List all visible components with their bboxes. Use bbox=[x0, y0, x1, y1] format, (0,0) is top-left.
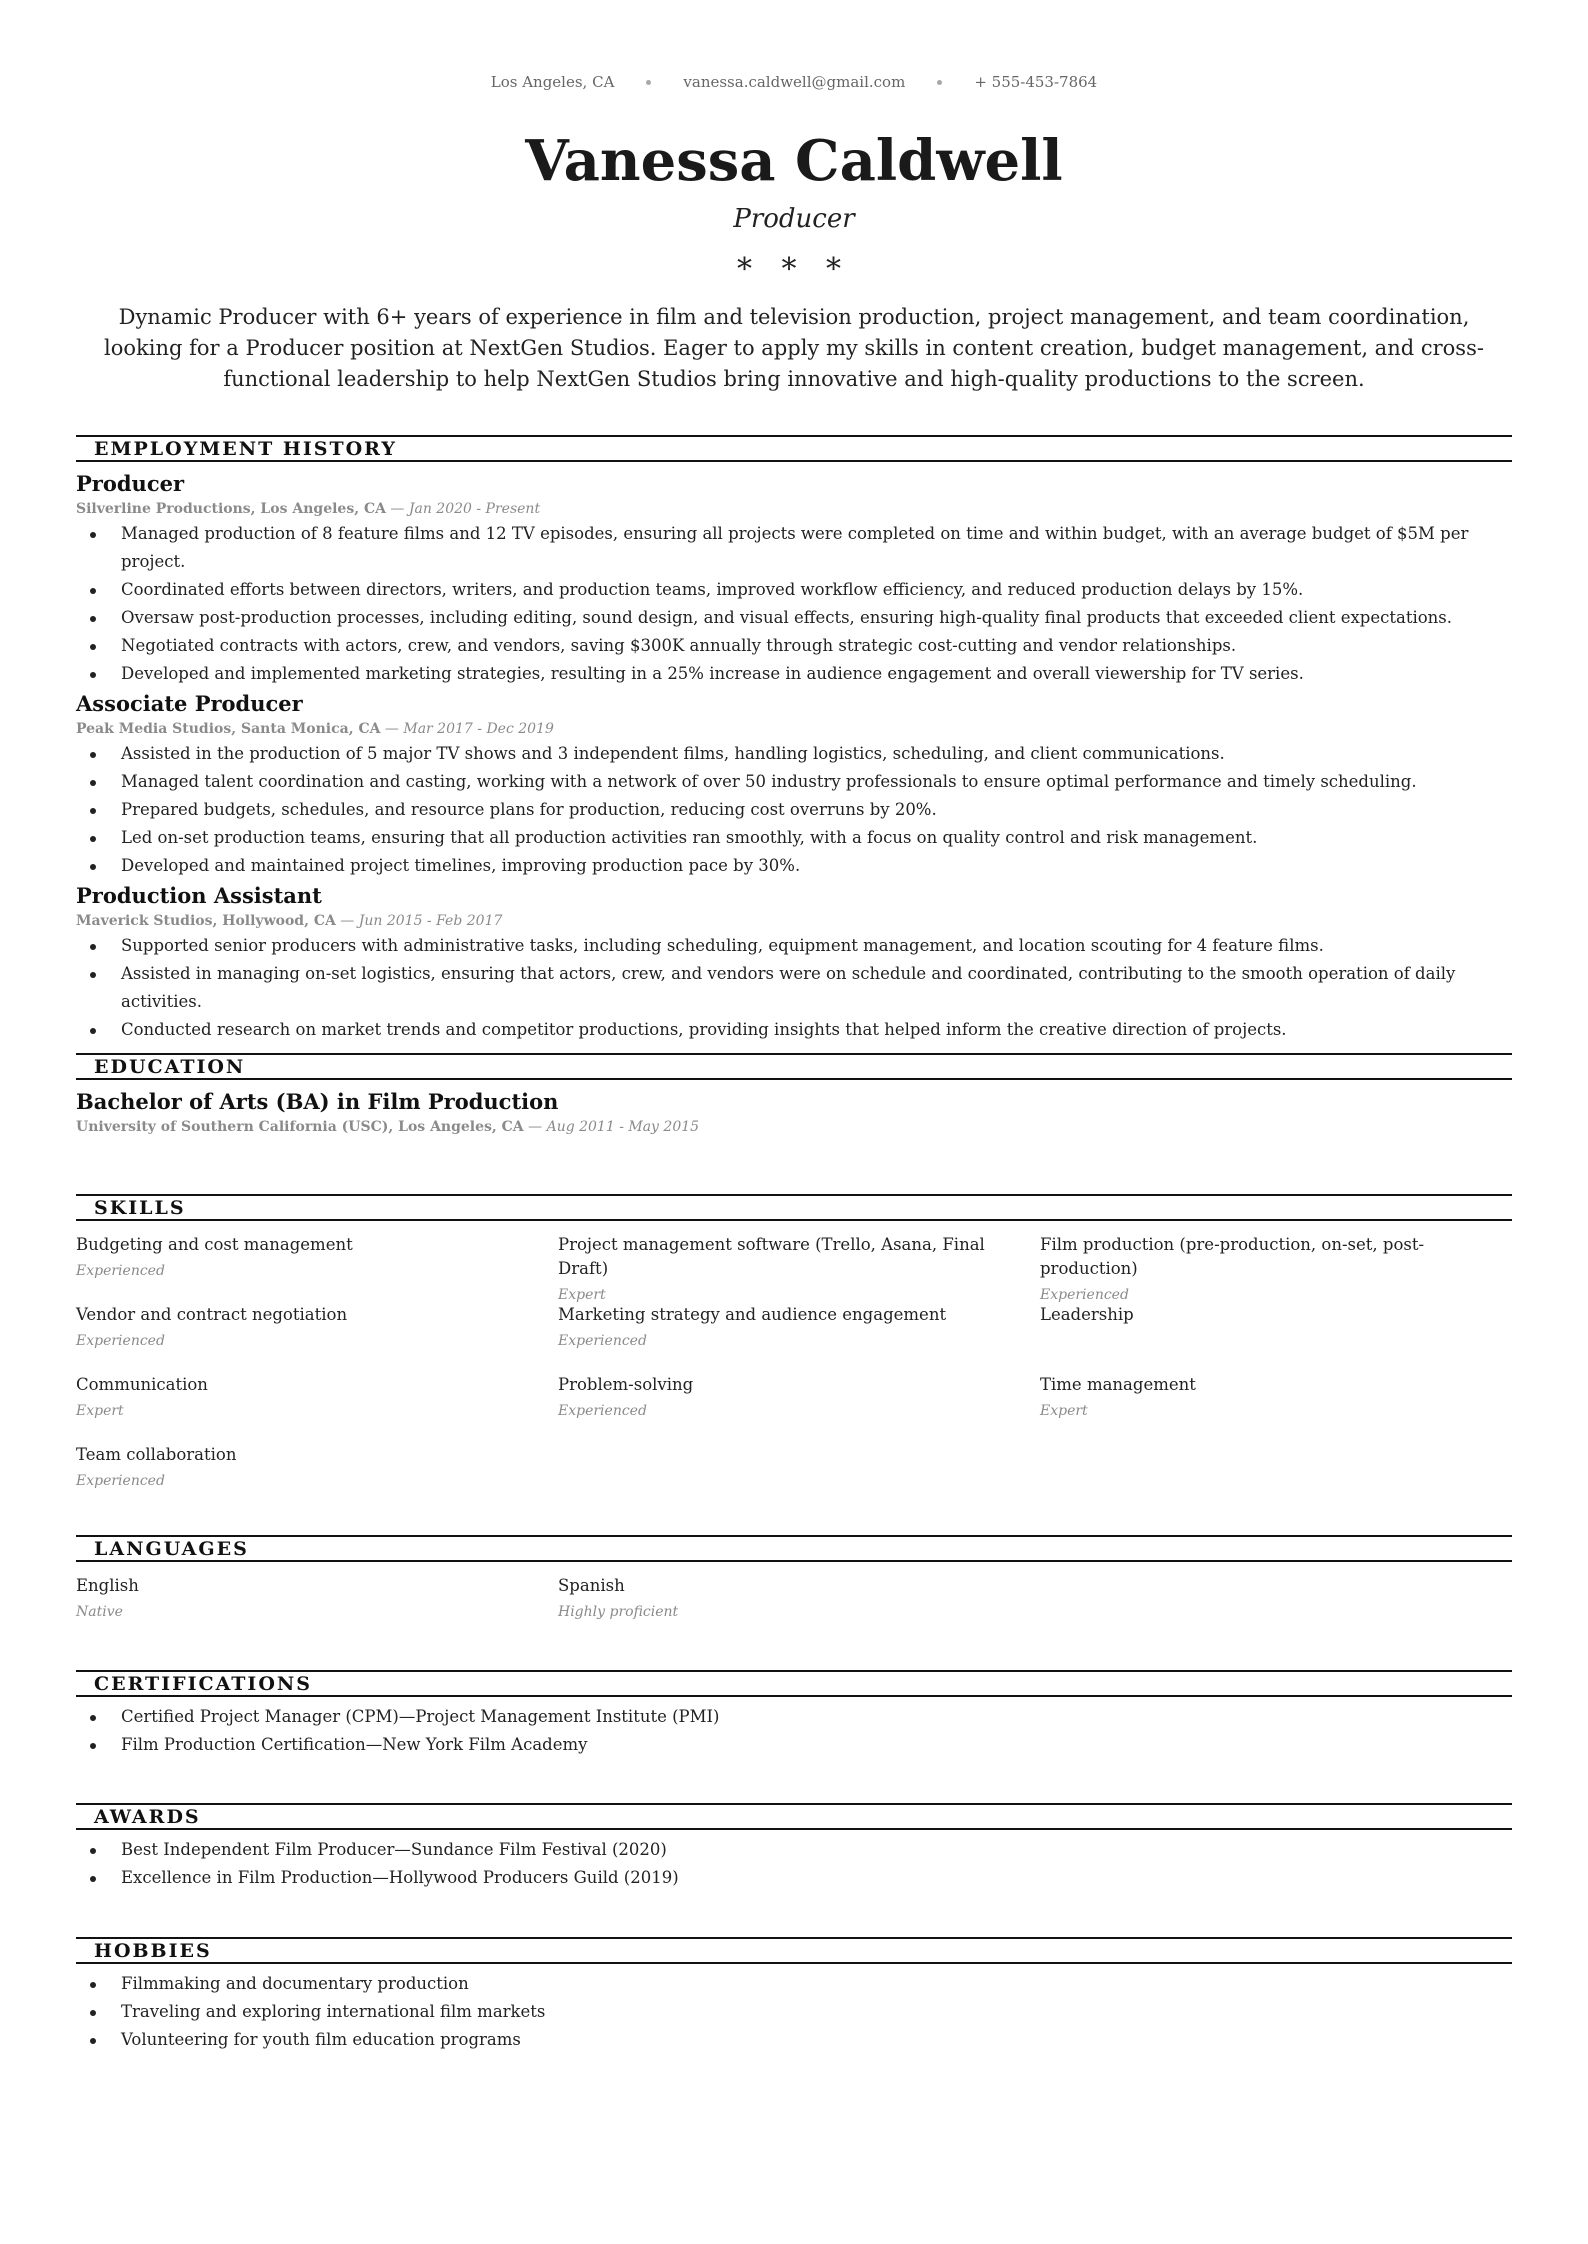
skill-item bbox=[1040, 1303, 1512, 1373]
list-item: Supported senior producers with administrative tasks, including scheduling, equipment management, and location scouting for 4 feature films. bbox=[76, 932, 1512, 960]
skill-label: Time management bbox=[1040, 1375, 1196, 1394]
skill-label: Project management software (Trello, Asana, Final Draft) bbox=[558, 1235, 985, 1278]
degree-title: Bachelor of Arts (BA) in Film Production bbox=[76, 1089, 559, 1114]
skill-item bbox=[558, 1373, 1040, 1443]
education-dates: Aug 2011 - May 2015 bbox=[546, 1119, 700, 1135]
skill-label: Team collaboration bbox=[76, 1445, 237, 1464]
skill-item bbox=[76, 1373, 558, 1443]
candidate-name: Vanessa Caldwell bbox=[525, 128, 1063, 194]
skill-label: Film production (pre-production, on-set, post-production) bbox=[1040, 1235, 1425, 1278]
skill-item bbox=[558, 1233, 1040, 1303]
list-item: Prepared budgets, schedules, and resource plans for production, reducing cost overruns by 20%. bbox=[76, 796, 1512, 824]
section-heading bbox=[76, 1670, 1512, 1697]
skill-item bbox=[76, 1303, 558, 1373]
meta-separator: — bbox=[380, 721, 404, 737]
list-item: Certified Project Manager (CPM)—Project Management Institute (PMI) bbox=[76, 1703, 1512, 1731]
section-heading bbox=[76, 1937, 1512, 1964]
list-item: Developed and implemented marketing strategies, resulting in a 25% increase in audience engagement and overall viewership for TV series. bbox=[76, 660, 1512, 688]
list-item: Developed and maintained project timelines, improving production pace by 30%. bbox=[76, 852, 1512, 880]
job-organization: Silverline Productions, Los Angeles, CA bbox=[76, 501, 386, 517]
languages-section bbox=[76, 1535, 1512, 1644]
job-bullets bbox=[76, 932, 1512, 1044]
skill-level: Experienced bbox=[76, 1263, 165, 1279]
location-text: Los Angeles, CA bbox=[490, 73, 615, 91]
languages-grid bbox=[76, 1574, 1512, 1644]
job-title: Producer bbox=[76, 471, 185, 496]
education-section bbox=[76, 1053, 1512, 1138]
meta-separator: — bbox=[385, 501, 409, 517]
list-item: Assisted in managing on-set logistics, ensuring that actors, crew, and vendors were on schedule and coordinated, contributing to the smooth operation of daily activities. bbox=[76, 960, 1512, 1016]
skill-item bbox=[76, 1443, 558, 1513]
list-item: Traveling and exploring international film markets bbox=[76, 1998, 1512, 2026]
skill-label: Problem-solving bbox=[558, 1375, 694, 1394]
skills-grid bbox=[76, 1233, 1512, 1513]
section-heading-text: LANGUAGES bbox=[94, 1538, 249, 1560]
skill-level: Expert bbox=[558, 1287, 606, 1303]
education-entry bbox=[76, 1088, 1512, 1138]
skill-level: Experienced bbox=[558, 1333, 647, 1349]
job-entry bbox=[76, 470, 1512, 688]
skill-label: Vendor and contract negotiation bbox=[76, 1305, 348, 1324]
language-label: Spanish bbox=[558, 1576, 625, 1595]
employment-section bbox=[76, 435, 1512, 1044]
awards-list bbox=[76, 1836, 1512, 1892]
language-level: Highly proficient bbox=[558, 1604, 679, 1620]
section-heading-text: SKILLS bbox=[94, 1197, 186, 1219]
job-organization: Peak Media Studios, Santa Monica, CA bbox=[76, 721, 381, 737]
skills-section bbox=[76, 1194, 1512, 1513]
job-dates: Jan 2020 - Present bbox=[408, 501, 541, 517]
separator-dot-icon bbox=[646, 80, 651, 85]
professional-summary: Dynamic Producer with 6+ years of experience in film and television production, project management, and team coordination, looking for a Producer position at NextGen Studios. Eager to apply my skills in content creation, budget management, and cross-functional leadership to help NextGen Studios bring innovative and high-quality productions to the screen. bbox=[104, 305, 1484, 391]
section-heading bbox=[76, 435, 1512, 462]
job-organization: Maverick Studios, Hollywood, CA bbox=[76, 913, 336, 929]
skill-label: Budgeting and cost management bbox=[76, 1235, 353, 1254]
language-label: English bbox=[76, 1576, 139, 1595]
phone-text: + 555-453-7864 bbox=[974, 73, 1098, 91]
job-meta bbox=[76, 718, 1512, 740]
list-item: Led on-set production teams, ensuring that all production activities ran smoothly, with a focus on quality control and risk management. bbox=[76, 824, 1512, 852]
section-heading-text: AWARDS bbox=[94, 1806, 201, 1828]
skill-item bbox=[558, 1303, 1040, 1373]
list-item: Assisted in the production of 5 major TV shows and 3 independent films, handling logistics, scheduling, and client communications. bbox=[76, 740, 1512, 768]
list-item: Film Production Certification—New York Film Academy bbox=[76, 1731, 1512, 1759]
skill-label: Leadership bbox=[1040, 1305, 1134, 1324]
list-item: Coordinated efforts between directors, writers, and production teams, improved workflow efficiency, and reduced production delays by 15%. bbox=[76, 576, 1512, 604]
list-item: Conducted research on market trends and competitor productions, providing insights that helped inform the creative direction of projects. bbox=[76, 1016, 1512, 1044]
language-level: Native bbox=[76, 1604, 123, 1620]
section-heading-text: EDUCATION bbox=[94, 1056, 246, 1078]
list-item: Best Independent Film Producer—Sundance Film Festival (2020) bbox=[76, 1836, 1512, 1864]
hobbies-list bbox=[76, 1970, 1512, 2054]
list-item: Managed talent coordination and casting, working with a network of over 50 industry professionals to ensure optimal performance and timely scheduling. bbox=[76, 768, 1512, 796]
section-heading bbox=[76, 1053, 1512, 1080]
certifications-list bbox=[76, 1703, 1512, 1759]
job-bullets bbox=[76, 520, 1512, 688]
skill-item bbox=[1040, 1373, 1512, 1443]
school-name: University of Southern California (USC), Los Angeles, CA bbox=[76, 1119, 524, 1135]
section-heading-text: EMPLOYMENT HISTORY bbox=[94, 438, 397, 460]
job-bullets bbox=[76, 740, 1512, 880]
list-item: Volunteering for youth film education programs bbox=[76, 2026, 1512, 2054]
language-item bbox=[76, 1574, 558, 1644]
skill-item bbox=[76, 1233, 558, 1303]
section-heading-text: CERTIFICATIONS bbox=[94, 1673, 312, 1695]
job-entry bbox=[76, 690, 1512, 880]
skill-item bbox=[1040, 1233, 1512, 1303]
awards-section bbox=[76, 1803, 1512, 1892]
list-item: Negotiated contracts with actors, crew, and vendors, saving $300K annually through strategic cost-cutting and vendor relationships. bbox=[76, 632, 1512, 660]
skill-label: Marketing strategy and audience engagement bbox=[558, 1305, 947, 1324]
separator-dot-icon bbox=[937, 80, 942, 85]
job-meta bbox=[76, 498, 1512, 520]
section-heading bbox=[76, 1194, 1512, 1221]
hobbies-section bbox=[76, 1937, 1512, 2054]
meta-separator: — bbox=[335, 913, 359, 929]
skill-label: Communication bbox=[76, 1375, 208, 1394]
job-title: Production Assistant bbox=[76, 883, 322, 908]
list-item: Managed production of 8 feature films and 12 TV episodes, ensuring all projects were completed on time and within budget, with an average budget of $5M per project. bbox=[76, 520, 1512, 576]
section-heading bbox=[76, 1535, 1512, 1562]
email-text: vanessa.caldwell@gmail.com bbox=[683, 73, 906, 91]
skill-level: Expert bbox=[76, 1403, 124, 1419]
section-heading bbox=[76, 1803, 1512, 1830]
skill-level: Experienced bbox=[1040, 1287, 1129, 1303]
meta-separator: — bbox=[523, 1119, 547, 1135]
skill-level: Experienced bbox=[558, 1403, 647, 1419]
list-item: Excellence in Film Production—Hollywood Producers Guild (2019) bbox=[76, 1864, 1512, 1892]
job-entry bbox=[76, 882, 1512, 1044]
list-item: Filmmaking and documentary production bbox=[76, 1970, 1512, 1998]
contact-bar bbox=[0, 73, 1588, 91]
job-title-heading: Producer bbox=[733, 204, 855, 234]
language-item bbox=[558, 1574, 1040, 1644]
education-meta bbox=[76, 1116, 1512, 1138]
skill-level: Experienced bbox=[76, 1473, 165, 1489]
skill-level: Expert bbox=[1040, 1403, 1088, 1419]
list-item: Oversaw post-production processes, including editing, sound design, and visual effects, ensuring high-quality final products that exceeded client expectations. bbox=[76, 604, 1512, 632]
job-dates: Jun 2015 - Feb 2017 bbox=[358, 913, 503, 929]
job-title: Associate Producer bbox=[76, 691, 303, 716]
skill-level: Experienced bbox=[76, 1333, 165, 1349]
decorative-divider: * * * bbox=[736, 252, 852, 287]
job-dates: Mar 2017 - Dec 2019 bbox=[403, 721, 554, 737]
certifications-section bbox=[76, 1670, 1512, 1759]
section-heading-text: HOBBIES bbox=[94, 1940, 212, 1962]
job-meta bbox=[76, 910, 1512, 932]
